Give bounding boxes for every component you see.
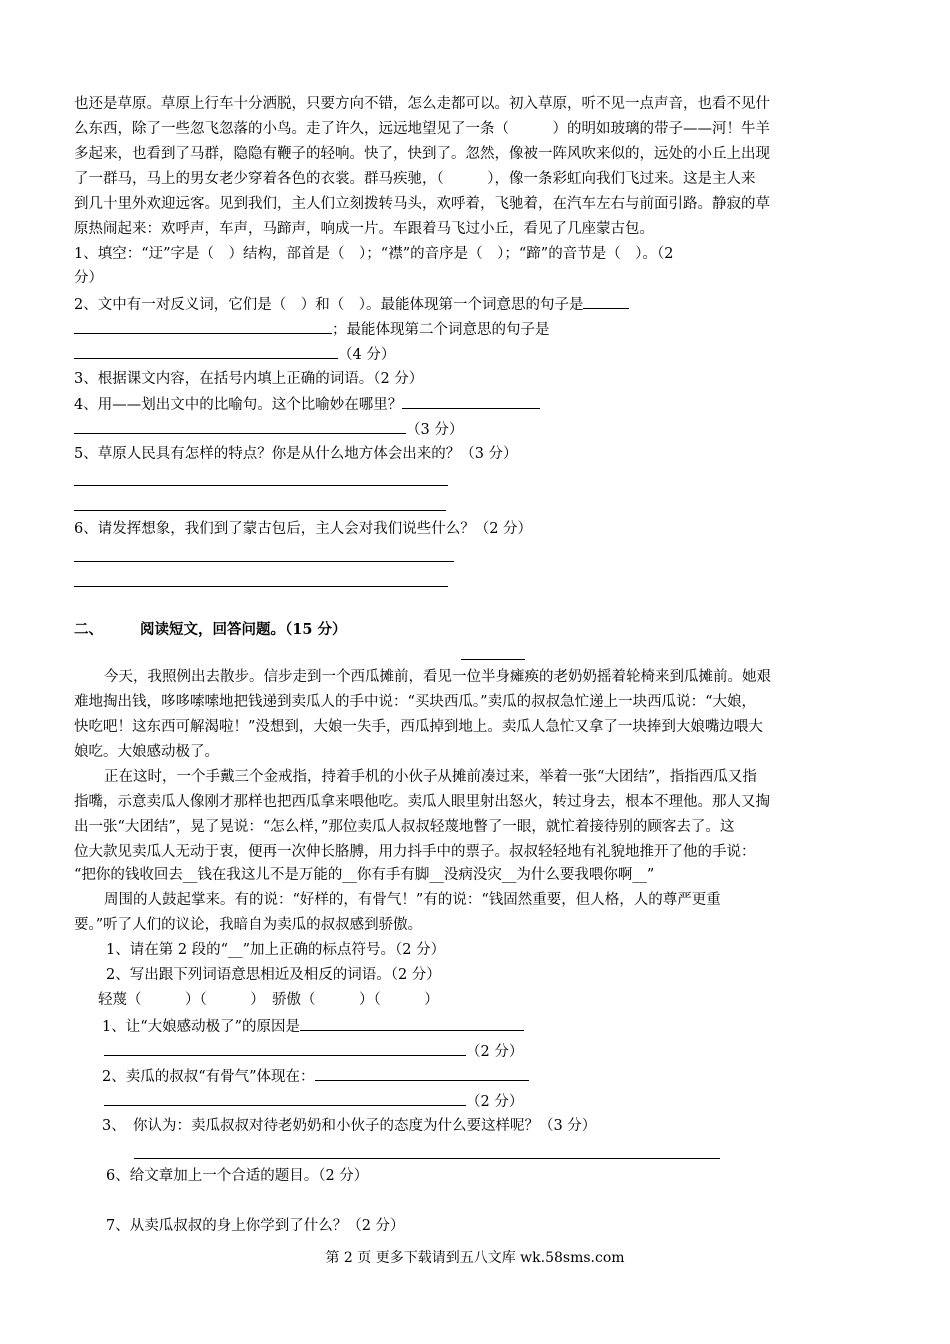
answer-line[interactable] bbox=[74, 485, 448, 486]
question-b1-text: 1、让“大娘感动极了”的原因是 bbox=[102, 1019, 301, 1035]
answer-line[interactable] bbox=[74, 561, 454, 562]
question-a1: 1、请在第 2 段的“__”加上正确的标点符号。（2 分） bbox=[106, 942, 446, 958]
passage-1-line: 也还是草原。草原上行车十分洒脱，只要方向不错，怎么走都可以。初入草原，听不见一点声音，也看不见什 bbox=[74, 96, 770, 112]
passage-1-line: 多起来，也看到了马群，隐隐有鞭子的轻响。快了，快到了。忽然，像被一阵风吹来似的，远处的小丘上出现 bbox=[74, 146, 770, 162]
answer-blank[interactable] bbox=[74, 419, 406, 434]
passage-2-line: 快吃吧！这东西可解渴啦！”没想到，大娘一失手，西瓜掉到地上。卖瓜人急忙又拿了一块捧到大娘嘴边喂大 bbox=[74, 719, 763, 735]
question-b1-score: （2 分） bbox=[466, 1044, 524, 1060]
passage-2-line: 出一张“大团结”，晃了晃说：“怎么样，”那位卖瓜人叔叔轻蔑地瞥了一眼，就忙着接待别的顾客去了。这 bbox=[74, 819, 735, 835]
question-2-line bbox=[74, 344, 395, 365]
question-b3: 3、 你认为：卖瓜叔叔对待老奶奶和小伙子的态度为什么要这样呢？（3 分） bbox=[102, 1118, 597, 1134]
answer-blank[interactable] bbox=[74, 319, 332, 334]
passage-2-line: 娘吃。大娘感动极了。 bbox=[74, 744, 219, 760]
answer-line[interactable] bbox=[74, 510, 446, 511]
passage-1-line: 了一群马，马上的男女老少穿着各色的衣裳。群马疾驰，（ ），像一条彩虹向我们飞过来。这是主人来 bbox=[74, 171, 756, 187]
question-6: 6、请发挥想象，我们到了蒙古包后，主人会对我们说些什么？（2 分） bbox=[74, 521, 533, 537]
passage-2-line: 难地掏出钱，哆哆嗦嗦地把钱递到卖瓜人的手中说：“买块西瓜。”卖瓜的叔叔急忙递上一块西瓜说：“大娘， bbox=[74, 694, 756, 710]
question-5: 5、草原人民具有怎样的特点？你是从什么地方体会出来的？（3 分） bbox=[74, 446, 518, 462]
question-b2-line bbox=[104, 1091, 523, 1112]
passage-2-line: 位大款见卖瓜人无动于衷，便再一次伸长胳膊，用力抖手中的票子。叔叔轻轻地有礼貌地推开了他的手说： bbox=[74, 844, 756, 860]
question-4-line bbox=[74, 394, 540, 415]
answer-line[interactable] bbox=[134, 1158, 720, 1159]
question-b7: 7、从卖瓜叔叔的身上你学到了什么？（2 分） bbox=[106, 1218, 405, 1234]
question-b2-score: （2 分） bbox=[466, 1094, 524, 1110]
passage-1-line: 原热闹起来：欢呼声，车声，马蹄声，响成一片。车跟着马飞过小丘，看见了几座蒙古包。 bbox=[74, 221, 654, 237]
passage-1-line: 么东西，除了一些忽飞忽落的小鸟。走了许久，远远地望见了一条（ ）的明如玻璃的带子——河！牛羊 bbox=[74, 121, 770, 137]
passage-1-line: 到几十里外欢迎远客。见到我们，主人们立刻拨转马头，欢呼着，飞驰着，在汽车左右与前面引路。静寂的草 bbox=[74, 196, 770, 212]
question-2-line bbox=[74, 294, 629, 315]
answer-blank[interactable] bbox=[104, 1091, 466, 1106]
question-4-score: （3 分） bbox=[406, 422, 464, 438]
answer-blank[interactable] bbox=[104, 1041, 466, 1056]
question-4-text: 4、用——划出文中的比喻句。这个比喻妙在哪里？ bbox=[74, 397, 403, 413]
passage-2-line: 今天，我照例出去散步。信步走到一个西瓜摊前，看见一位半身瘫痪的老奶奶摇着轮椅来到瓜摊前。她艰 bbox=[104, 669, 771, 685]
question-1-line: 1、填空：“迂”字是（ ）结构，部首是（ ）；“襟”的音序是（ ）；“蹄”的音节是（ ）。（2 bbox=[74, 246, 674, 262]
answer-blank[interactable] bbox=[583, 294, 629, 309]
passage-2-line: 要。”听了人们的议论，我暗自为卖瓜的叔叔感到骄傲。 bbox=[74, 917, 423, 933]
answer-blank[interactable] bbox=[402, 394, 540, 409]
question-2-line bbox=[74, 319, 550, 340]
answer-blank[interactable] bbox=[74, 344, 338, 359]
question-b2-line bbox=[102, 1066, 529, 1087]
question-a2: 2、写出跟下列词语意思相近及相反的词语。（2 分） bbox=[106, 967, 441, 983]
question-b1-line bbox=[102, 1016, 524, 1037]
question-2-text: ；最能体现第二个词意思的句子是 bbox=[332, 322, 550, 338]
question-2-score: （4 分） bbox=[338, 347, 396, 363]
question-3: 3、根据课文内容，在括号内填上正确的词语。（2 分） bbox=[74, 371, 424, 387]
page-footer: 第 2 页 更多下载请到五八文库 wk.58sms.com bbox=[325, 1250, 625, 1266]
question-b2-text: 2、卖瓜的叔叔“有骨气”体现在： bbox=[102, 1069, 315, 1085]
title-blank[interactable] bbox=[461, 659, 525, 660]
question-b6: 6、给文章加上一个合适的题目。（2 分） bbox=[106, 1168, 369, 1184]
passage-2-line: 正在这时，一个手戴三个金戒指，持着手机的小伙子从摊前凑过来，举着一张“大团结”，指指西瓜又指 bbox=[104, 769, 757, 785]
answer-line[interactable] bbox=[74, 586, 448, 587]
question-2-text: 2、文中有一对反义词，它们是（ ）和（ ）。最能体现第一个词意思的句子是 bbox=[74, 297, 584, 313]
passage-2-line: “把你的钱收回去__钱在我这儿不是万能的__你有手有脚__没病没灾__为什么要我喂你啊__” bbox=[74, 867, 655, 883]
passage-2-line: 指嘴，示意卖瓜人像刚才那样也把西瓜拿来喂他吃。卖瓜人眼里射出怒火，转过身去，根本不理他。那人又掏 bbox=[74, 794, 770, 810]
passage-2-line: 周围的人鼓起掌来。有的说：“好样的，有骨气！”有的说：“钱固然重要，但人格，人的尊严更重 bbox=[104, 892, 721, 908]
question-a2-words: 轻蔑（ ）（ ） 骄傲（ ）（ ） bbox=[98, 992, 439, 1008]
section-2-number: 二、 bbox=[74, 621, 103, 638]
answer-blank[interactable] bbox=[315, 1066, 529, 1081]
question-1-line: 分） bbox=[74, 270, 103, 286]
question-4-line bbox=[74, 419, 463, 440]
answer-blank[interactable] bbox=[300, 1016, 524, 1031]
question-b1-line bbox=[104, 1041, 523, 1062]
section-2-heading: 阅读短文，回答问题。（15 分） bbox=[140, 621, 347, 638]
